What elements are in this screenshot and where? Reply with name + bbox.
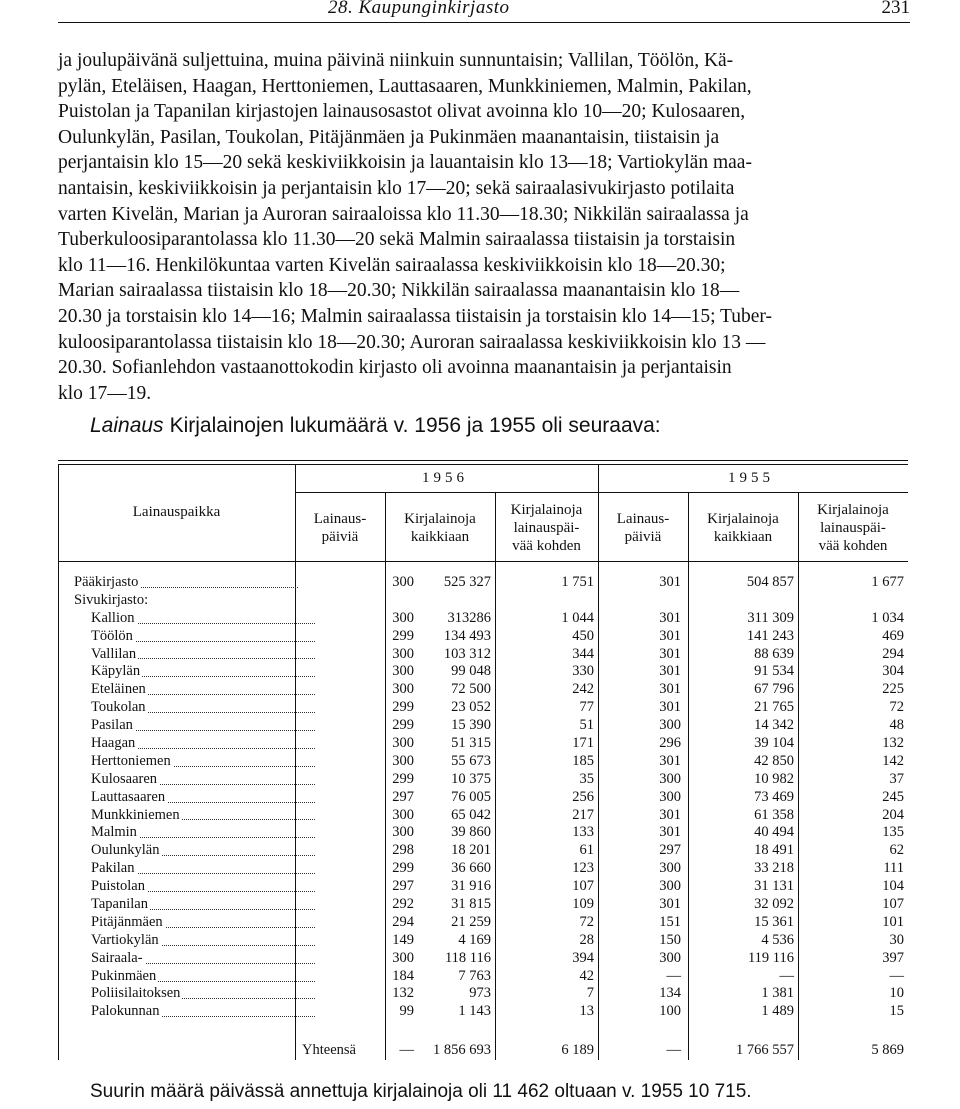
cell-p56: 123	[572, 860, 594, 877]
year-heading-1955: 1955	[728, 470, 774, 486]
row-place-name: Pakilan	[58, 860, 319, 878]
paragraph-line: varten Kivelän, Marian ja Auroran sairaaloissa klo 11.30—18.30; Nikkilän sairaalassa ja	[58, 203, 749, 225]
cell-d56: 184	[392, 967, 414, 984]
section-text: Kirjalainojen lukumäärä v. 1956 ja 1955 oli seuraava:	[169, 414, 661, 437]
header-line: Kirjalainoja	[404, 511, 476, 527]
cell-t56: 72 500	[451, 681, 491, 698]
cell-t56: 39 860	[451, 824, 491, 841]
cell-d56: 297	[392, 878, 414, 895]
cell-p56: 61	[579, 842, 594, 859]
cell-d55: 301	[659, 681, 681, 698]
cell-d55: 134	[659, 985, 681, 1002]
total-loans-1955: 1 766 557	[736, 1042, 794, 1058]
header-line: Lainaus-	[616, 511, 670, 527]
days-header-1955	[598, 510, 688, 546]
cell-d56: 99	[399, 1003, 414, 1020]
cell-t55: 61 358	[754, 806, 794, 823]
table-row	[58, 824, 908, 842]
row-place-name: Pääkirjasto	[58, 574, 302, 592]
row-place-name: Sairaala-	[58, 950, 319, 968]
place-column-header: Lainauspaikka	[132, 504, 221, 520]
cell-p55: 204	[882, 806, 904, 823]
table-row	[58, 896, 908, 914]
cell-t55: 73 469	[754, 788, 794, 805]
cell-d55: 301	[659, 574, 681, 590]
cell-d55: 150	[659, 931, 681, 948]
table-row	[58, 968, 908, 986]
paragraph-line: perjantaisin klo 15—20 sekä keskiviikkoisin ja lauantaisin klo 13—18; Vartiokylän maa-	[58, 152, 752, 174]
cell-t55: 504 857	[746, 574, 794, 590]
cell-t56: 4 169	[458, 931, 491, 948]
total-perday-1955: 5 869	[871, 1042, 904, 1058]
row-place-name: Malmin	[58, 824, 319, 842]
header-line: päiviä	[321, 529, 359, 545]
cell-p56: 344	[572, 645, 594, 662]
header-line: Kirjalainoja	[817, 502, 889, 518]
paragraph-line: 20.30. Sofianlehdon vastaanottokodin kirjasto oli avoinna maanantaisin ja perjantaisin	[58, 357, 732, 379]
header-line: kaikkiaan	[410, 529, 470, 545]
cell-t55: 14 342	[754, 717, 794, 734]
cell-d56: 294	[392, 913, 414, 930]
cell-d55: 300	[659, 770, 681, 787]
cell-d56: 132	[392, 985, 414, 1002]
cell-t56: 51 315	[451, 735, 491, 752]
cell-p55: 62	[889, 842, 904, 859]
header-line: lainauspäi-	[513, 520, 580, 536]
cell-t55: 311 309	[747, 609, 794, 626]
cell-p56: 217	[572, 806, 594, 823]
table-row	[58, 842, 908, 860]
row-place-name: Poliisilaitoksen	[58, 985, 319, 1003]
paragraph-line: klo 17—19.	[58, 382, 152, 404]
cell-d56: 299	[392, 717, 414, 734]
row-place-name: Töölön	[58, 628, 319, 646]
opening-hours-paragraph	[58, 48, 910, 406]
cell-d55: 151	[659, 913, 681, 930]
cell-p55: 101	[882, 913, 904, 930]
cell-t55: 18 491	[754, 842, 794, 859]
cell-d55: 301	[659, 609, 681, 626]
total-header-1956	[385, 510, 495, 546]
row-place-name: Lauttasaaren	[58, 789, 319, 807]
year-group-rule	[295, 492, 908, 493]
row-place-name: Kulosaaren	[58, 771, 319, 789]
table-row	[58, 753, 908, 771]
cell-d55: 301	[659, 645, 681, 662]
cell-p56: 109	[572, 896, 594, 913]
table-top-rule	[58, 464, 908, 465]
table-row	[58, 985, 908, 1003]
table-row	[58, 735, 908, 753]
cell-d56: 298	[392, 842, 414, 859]
cell-t55: 21 765	[754, 699, 794, 716]
table-row	[58, 646, 908, 664]
cell-t56: 118 116	[444, 949, 491, 966]
cell-p56: 133	[572, 824, 594, 841]
cell-d56: 300	[392, 735, 414, 752]
cell-d55: 301	[659, 896, 681, 913]
cell-p56: 35	[579, 770, 594, 787]
cell-d55: 301	[659, 824, 681, 841]
row-place-name: Vallilan	[58, 646, 319, 664]
row-place-name: Toukolan	[58, 699, 319, 717]
row-place-name: Pasilan	[58, 717, 319, 735]
total-label: Yhteensä	[302, 1042, 356, 1058]
cell-d55: 301	[659, 663, 681, 680]
cell-d56: 299	[392, 860, 414, 877]
cell-d56: 300	[392, 645, 414, 662]
paragraph-line: klo 11—16. Henkilökuntaa varten Kivelän sairaalassa keskiviikkoisin klo 18—20.30;	[58, 254, 726, 276]
cell-p56: 185	[572, 752, 594, 769]
cell-p56: 28	[579, 931, 594, 948]
row-place-name: Haagan	[58, 735, 319, 753]
row-place-name: Munkkiniemen	[58, 807, 319, 825]
cell-t55: 1 489	[761, 1003, 794, 1020]
cell-d56: 300	[392, 663, 414, 680]
cell-t55: 33 218	[754, 860, 794, 877]
cell-d55: 300	[659, 878, 681, 895]
cell-t55: 10 982	[754, 770, 794, 787]
table-body	[58, 574, 908, 1021]
paragraph-line: nantaisin, keskiviikkoisin ja perjantaisin klo 17—20; sekä sairaalasivukirjasto potilaita	[58, 177, 735, 199]
section-label: Lainaus	[90, 414, 164, 437]
cell-t55: —	[779, 967, 794, 984]
row-place-name: Vartiokylän	[58, 932, 319, 950]
cell-t56: 313286	[447, 609, 491, 626]
row-place-name: Oulunkylän	[58, 842, 319, 860]
cell-d56: 300	[392, 574, 414, 590]
cell-t55: 88 639	[754, 645, 794, 662]
cell-p56: 450	[572, 627, 594, 644]
cell-p56: 256	[572, 788, 594, 805]
total-perday-1956: 6 189	[561, 1042, 594, 1058]
cell-p56: 107	[572, 878, 594, 895]
year-heading-1956: 1956	[422, 470, 468, 486]
cell-p55: 30	[889, 931, 904, 948]
cell-p56: 7	[586, 985, 594, 1002]
cell-p56: 42	[579, 967, 594, 984]
row-place-name: Sivukirjasto:	[74, 591, 149, 608]
row-place-name: Pukinmäen	[58, 968, 319, 986]
cell-p55: 1 034	[871, 609, 904, 626]
paragraph-line: Oulunkylän, Pasilan, Toukolan, Pitäjänmäen ja Pukinmäen maanantaisin, tiistaisin ja	[58, 126, 720, 148]
cell-t56: 10 375	[451, 770, 491, 787]
cell-t56: 31 916	[451, 878, 491, 895]
cell-p56: 330	[572, 663, 594, 680]
table-row	[58, 807, 908, 825]
cell-p55: 142	[882, 752, 904, 769]
cell-d55: 300	[659, 949, 681, 966]
cell-p56: 242	[572, 681, 594, 698]
table-row	[58, 932, 908, 950]
cell-d55: —	[666, 967, 681, 984]
cell-p55: 469	[882, 627, 904, 644]
header-line: Kirjalainoja	[707, 511, 779, 527]
cell-d56: 297	[392, 788, 414, 805]
cell-p55: 1 677	[871, 574, 904, 590]
cell-p55: 132	[882, 735, 904, 752]
table-row	[58, 574, 908, 592]
header-line: vää kohden	[818, 538, 888, 554]
table-row	[58, 914, 908, 932]
header-line: vää kohden	[512, 538, 581, 554]
cell-d55: 300	[659, 717, 681, 734]
row-place-name: Pitäjänmäen	[58, 914, 319, 932]
cell-d56: 300	[392, 681, 414, 698]
table-top-rule	[58, 460, 908, 461]
cell-d55: 301	[659, 806, 681, 823]
cell-t56: 973	[469, 985, 491, 1002]
cell-p55: 48	[889, 717, 904, 734]
cell-p55: 15	[889, 1003, 904, 1020]
cell-p55: 135	[882, 824, 904, 841]
cell-t56: 76 005	[451, 788, 491, 805]
cell-d56: 299	[392, 770, 414, 787]
paragraph-line: ja joulupäivänä suljettuina, muina päivinä niinkuin sunnuntaisin; Vallilan, Töölön, Kä-	[58, 50, 734, 71]
paragraph-line: kuloosiparantolassa tiistaisin klo 18—20.30; Auroran sairaalassa keskiviikkoisin klo 13 —	[58, 331, 766, 353]
cell-d55: 296	[659, 735, 681, 752]
table-row	[58, 628, 908, 646]
row-place-name: Kallion	[58, 610, 319, 628]
total-header-1955	[688, 510, 798, 546]
header-title: 28. Kaupunginkirjasto	[328, 0, 510, 18]
paragraph-line: Tuberkuloosiparantolassa klo 11.30—20 sekä Malmin sairaalassa tiistaisin ja torstaisin	[58, 229, 736, 251]
table-row	[58, 610, 908, 628]
paragraph-line: 20.30 ja torstaisin klo 14—16; Malmin sairaalassa tiistaisin ja torstaisin klo 14—15; Tuber-	[58, 305, 773, 327]
cell-d55: 300	[659, 860, 681, 877]
cell-t55: 40 494	[754, 824, 794, 841]
cell-p56: 72	[579, 913, 594, 930]
cell-d56: 299	[392, 627, 414, 644]
total-days-1956: —	[399, 1042, 414, 1058]
cell-p55: 10	[889, 985, 904, 1002]
cell-d55: 100	[659, 1003, 681, 1020]
cell-p56: 1 044	[561, 609, 594, 626]
cell-d55: 301	[659, 627, 681, 644]
header-line: päiviä	[624, 529, 662, 545]
table-row	[58, 771, 908, 789]
cell-t56: 15 390	[451, 717, 491, 734]
total-loans-1956: 1 856 693	[433, 1042, 491, 1058]
cell-p56: 13	[579, 1003, 594, 1020]
header-line: Lainaus-	[313, 511, 367, 527]
total-row	[58, 1042, 908, 1060]
page-number: 231	[881, 0, 910, 18]
total-days-1955: —	[666, 1042, 681, 1058]
table-row	[58, 592, 908, 610]
perday-header-1955	[798, 501, 908, 555]
cell-t55: 1 381	[761, 985, 794, 1002]
cell-t56: 21 259	[451, 913, 491, 930]
cell-t56: 99 048	[451, 663, 491, 680]
table-row	[58, 663, 908, 681]
cell-d56: 300	[392, 609, 414, 626]
cell-p55: 111	[883, 860, 904, 877]
running-header	[58, 0, 910, 23]
cell-d56: 292	[392, 896, 414, 913]
cell-p55: 294	[882, 645, 904, 662]
footer-note: Suurin määrä päivässä annettuja kirjalainoja oli 11 462 oltuaan v. 1955 10 715.	[90, 1081, 752, 1102]
cell-t56: 103 312	[443, 645, 491, 662]
cell-p55: 37	[889, 770, 904, 787]
row-place-name: Puistolan	[58, 878, 319, 896]
cell-t55: 31 131	[754, 878, 794, 895]
cell-t56: 31 815	[451, 896, 491, 913]
table-row	[58, 699, 908, 717]
cell-t56: 36 660	[451, 860, 491, 877]
cell-p55: 304	[882, 663, 904, 680]
cell-t55: 32 092	[754, 896, 794, 913]
cell-t55: 91 534	[754, 663, 794, 680]
row-place-name: Palokunnan	[58, 1003, 319, 1021]
cell-d55: 300	[659, 788, 681, 805]
cell-t56: 525 327	[443, 574, 491, 590]
cell-t55: 119 116	[747, 949, 794, 966]
cell-t56: 134 493	[443, 627, 491, 644]
cell-d55: 297	[659, 842, 681, 859]
cell-t56: 7 763	[458, 967, 491, 984]
table-row	[58, 878, 908, 896]
row-place-name: Eteläinen	[58, 681, 319, 699]
cell-p55: 72	[889, 699, 904, 716]
cell-t55: 67 796	[754, 681, 794, 698]
cell-p56: 77	[579, 699, 594, 716]
header-line: kaikkiaan	[713, 529, 773, 545]
cell-d56: 300	[392, 752, 414, 769]
cell-t55: 141 243	[746, 627, 794, 644]
cell-t55: 15 361	[754, 913, 794, 930]
days-header-1956	[295, 510, 385, 546]
cell-d56: 149	[392, 931, 414, 948]
cell-p55: 225	[882, 681, 904, 698]
cell-t55: 42 850	[754, 752, 794, 769]
cell-t56: 55 673	[451, 752, 491, 769]
section-heading	[90, 414, 661, 438]
paragraph-line: Puistolan ja Tapanilan kirjastojen lainausosastot olivat avoinna klo 10—20; Kulosaaren,	[58, 101, 746, 123]
table-row	[58, 860, 908, 878]
row-place-name: Tapanilan	[58, 896, 319, 914]
cell-t56: 23 052	[451, 699, 491, 716]
cell-t56: 18 201	[451, 842, 491, 859]
cell-p55: —	[889, 967, 904, 984]
table-row	[58, 717, 908, 735]
cell-d56: 300	[392, 949, 414, 966]
cell-p55: 104	[882, 878, 904, 895]
perday-header-1956	[495, 501, 598, 555]
table-row	[58, 950, 908, 968]
cell-d56: 300	[392, 806, 414, 823]
cell-t55: 39 104	[754, 735, 794, 752]
cell-p56: 394	[572, 949, 594, 966]
cell-p56: 171	[572, 735, 594, 752]
cell-p56: 1 751	[561, 574, 594, 590]
cell-t56: 65 042	[451, 806, 491, 823]
cell-d55: 301	[659, 699, 681, 716]
paragraph-line: Marian sairaalassa tiistaisin klo 18—20.30; Nikkilän sairaalassa maanantaisin klo 18—	[58, 280, 740, 302]
header-line: lainauspäi-	[820, 520, 886, 536]
paragraph-line: pylän, Eteläisen, Haagan, Herttoniemen, Lauttasaaren, Munkkiniemen, Malmin, Pakilan,	[58, 75, 752, 97]
cell-t55: 4 536	[761, 931, 794, 948]
row-place-name: Herttoniemen	[58, 753, 319, 771]
header-line: Kirjalainoja	[510, 502, 583, 518]
cell-t56: 1 143	[458, 1003, 491, 1020]
cell-p55: 245	[882, 788, 904, 805]
table-row	[58, 681, 908, 699]
table-row	[58, 1003, 908, 1021]
cell-p55: 107	[882, 896, 904, 913]
cell-d56: 300	[392, 824, 414, 841]
cell-d55: 301	[659, 752, 681, 769]
table-header-rule	[58, 561, 908, 562]
cell-d56: 299	[392, 699, 414, 716]
cell-p56: 51	[579, 717, 594, 734]
cell-p55: 397	[882, 949, 904, 966]
table-row	[58, 789, 908, 807]
row-place-name: Käpylän	[58, 663, 319, 681]
